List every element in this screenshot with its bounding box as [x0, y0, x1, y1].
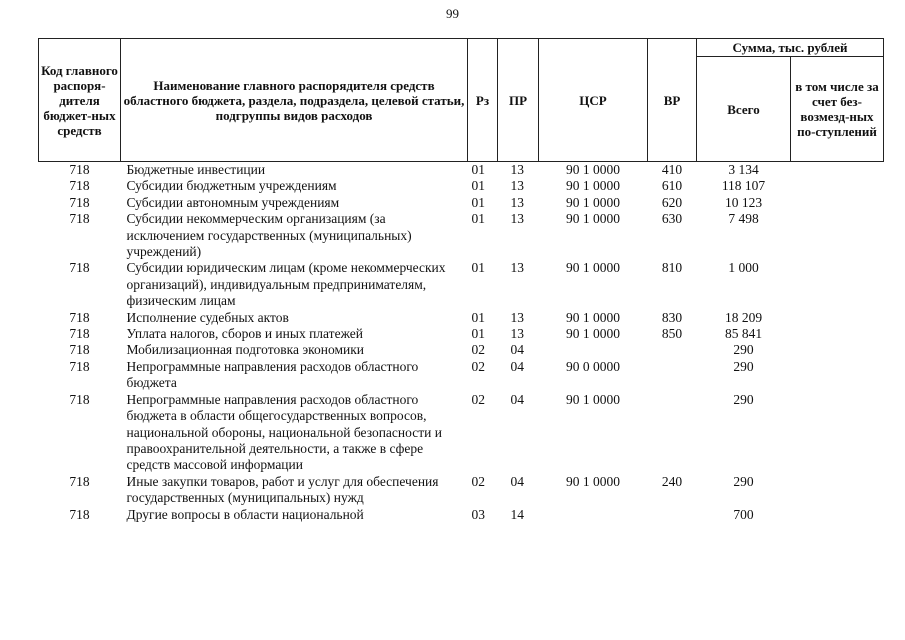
cell-csr: 90 1 0000	[566, 309, 620, 325]
cell-code: 718	[69, 260, 90, 276]
header-csr: ЦСР	[539, 39, 648, 162]
cell-pr: 13	[510, 260, 524, 276]
header-sum: Сумма, тыс. рублей	[697, 39, 884, 57]
page-number: 99	[446, 6, 459, 21]
cell-code: 718	[69, 391, 90, 407]
cell-code: 718	[69, 326, 90, 342]
cell-name: Бюджетные инвестиции	[126, 162, 266, 177]
cell-free	[791, 195, 884, 211]
cell-rz: 01	[471, 211, 485, 227]
cell-vr	[648, 342, 697, 358]
cell-name: Субсидии юридическим лицам (кроме некоммерческих организаций), индивидуальным предпринимателям, физическим лицам	[126, 260, 446, 309]
cell-free	[791, 211, 884, 260]
cell-vr	[648, 392, 697, 474]
budget-table	[38, 38, 884, 523]
table-row	[39, 211, 884, 260]
header-total: Всего	[697, 57, 791, 162]
cell-csr: 90 1 0000	[566, 326, 620, 342]
cell-total: 290	[733, 473, 754, 489]
cell-code: 718	[69, 211, 90, 227]
cell-csr: 90 1 0000	[566, 391, 620, 407]
cell-total: 18 209	[724, 309, 763, 325]
cell-free	[791, 178, 884, 194]
table-row	[39, 162, 884, 179]
cell-total: 700	[733, 506, 754, 522]
cell-csr: 90 1 0000	[566, 260, 620, 276]
cell-total: 3 134	[728, 162, 759, 177]
cell-rz: 02	[471, 358, 485, 374]
cell-pr: 04	[510, 358, 524, 374]
cell-code: 718	[69, 309, 90, 325]
cell-total: 290	[733, 358, 754, 374]
cell-total: 118 107	[721, 178, 766, 194]
header-pr: ПР	[498, 39, 539, 162]
cell-name: Субсидии автономным учреждениям	[126, 194, 340, 210]
cell-total: 290	[733, 342, 754, 358]
cell-pr: 13	[510, 326, 524, 342]
cell-name: Уплата налогов, сборов и иных платежей	[126, 326, 363, 342]
header-rz: Рз	[468, 39, 498, 162]
cell-rz: 03	[471, 506, 485, 522]
cell-name: Мобилизационная подготовка экономики	[126, 342, 365, 358]
cell-total: 85 841	[724, 326, 763, 342]
cell-name: Субсидии бюджетным учреждениям	[126, 178, 337, 194]
cell-name: Иные закупки товаров, работ и услуг для обеспечения государственных (муниципальных) нужд	[126, 473, 439, 506]
cell-total: 290	[733, 391, 754, 407]
cell-rz: 02	[471, 391, 485, 407]
table-row	[39, 342, 884, 358]
cell-pr: 13	[510, 194, 524, 210]
table-row	[39, 260, 884, 309]
table-row	[39, 178, 884, 194]
cell-pr: 04	[510, 473, 524, 489]
cell-vr: 830	[661, 309, 683, 325]
table-body	[39, 162, 884, 523]
table-row	[39, 474, 884, 507]
cell-name: Другие вопросы в области национальной	[126, 506, 364, 522]
cell-code: 718	[69, 178, 90, 194]
table-row	[39, 195, 884, 211]
cell-rz: 01	[471, 162, 485, 177]
cell-free	[791, 392, 884, 474]
cell-rz: 02	[471, 473, 485, 489]
cell-pr: 14	[510, 506, 524, 522]
cell-name: Исполнение судебных актов	[126, 309, 289, 325]
cell-csr	[539, 507, 648, 523]
cell-pr: 13	[510, 162, 524, 177]
cell-vr: 620	[661, 194, 683, 210]
cell-total: 10 123	[724, 194, 763, 210]
cell-pr: 04	[510, 391, 524, 407]
header-name: Наименование главного распорядителя средств областного бюджета, раздела, подраздела, целевой статьи, подгруппы видов расходов	[121, 39, 468, 162]
cell-pr: 13	[510, 309, 524, 325]
cell-vr: 630	[661, 211, 683, 227]
cell-rz: 01	[471, 326, 485, 342]
cell-vr: 850	[661, 326, 683, 342]
cell-free	[791, 162, 884, 179]
header-code: Код главного распоря-дителя бюджет-ных средств	[39, 39, 121, 162]
cell-rz: 01	[471, 309, 485, 325]
cell-free	[791, 326, 884, 342]
cell-total: 1 000	[728, 260, 759, 276]
table-header	[39, 39, 884, 162]
cell-free	[791, 359, 884, 392]
cell-csr: 90 1 0000	[566, 211, 620, 227]
cell-code: 718	[69, 162, 90, 177]
cell-code: 718	[69, 194, 90, 210]
header-free: в том числе за счет без-возмезд-ных по-ступлений	[791, 57, 884, 162]
cell-free	[791, 507, 884, 523]
cell-free	[791, 260, 884, 309]
cell-csr: 90 0 0000	[566, 358, 620, 374]
cell-free	[791, 342, 884, 358]
cell-csr: 90 1 0000	[566, 194, 620, 210]
table-row	[39, 310, 884, 326]
table-row	[39, 507, 884, 523]
cell-code: 718	[69, 506, 90, 522]
cell-vr	[648, 507, 697, 523]
table-row	[39, 359, 884, 392]
cell-rz: 02	[471, 342, 485, 358]
cell-vr	[648, 359, 697, 392]
table-row	[39, 326, 884, 342]
cell-vr: 410	[661, 162, 683, 177]
cell-total: 7 498	[728, 211, 759, 227]
cell-pr: 13	[510, 211, 524, 227]
cell-csr: 90 1 0000	[566, 473, 620, 489]
cell-vr: 810	[661, 260, 683, 276]
cell-csr: 90 1 0000	[566, 178, 620, 194]
cell-pr: 13	[510, 178, 524, 194]
cell-rz: 01	[471, 194, 485, 210]
cell-csr	[539, 342, 648, 358]
cell-code: 718	[69, 358, 90, 374]
cell-free	[791, 474, 884, 507]
cell-rz: 01	[471, 260, 485, 276]
cell-rz: 01	[471, 178, 485, 194]
cell-name: Непрограммные направления расходов областного бюджета в области общегосударственных вопросов, национальной обороны, национальной безопасности и правоохранительной деятельности, а также в сфере средств массовой информации	[126, 391, 442, 473]
cell-vr: 240	[661, 473, 683, 489]
cell-code: 718	[69, 473, 90, 489]
cell-free	[791, 310, 884, 326]
table-row	[39, 392, 884, 474]
cell-pr: 04	[510, 342, 524, 358]
cell-name: Субсидии некоммерческим организациям (за исключением государственных (муниципальных) учреждений)	[126, 211, 412, 260]
cell-code: 718	[69, 342, 90, 358]
cell-csr: 90 1 0000	[566, 162, 620, 177]
cell-vr: 610	[661, 178, 683, 194]
header-vr: ВР	[648, 39, 697, 162]
cell-name: Непрограммные направления расходов областного бюджета	[126, 358, 419, 391]
